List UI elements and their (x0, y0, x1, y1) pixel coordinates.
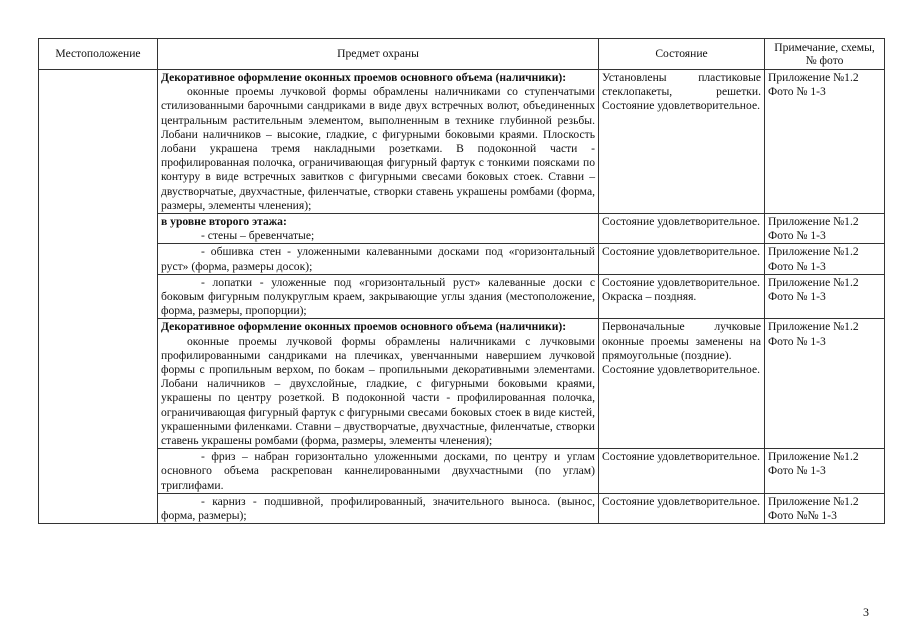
note-cell (765, 449, 885, 494)
subject-cell (158, 70, 599, 214)
subject-cell (158, 493, 599, 523)
row-text: оконные проемы лучковой формы обрамлены наличниками со ступенчатыми стилизованными барочными сандриками в виде двух встречных волют, объединенных центральным растительным элементом, выполненным в технике глубинной резьбы. Лобани наличников – высокие, гладкие, с фигурными боковыми краями. Плоскость лобани украшена тремя накладными розетками. В подоконной части - профилированная полочка, ограничивающая фигурный фартук с тонкими поясками по контуру в виде встречных завитков с фигурными свесами боковых стоек. Ставни – двустворчатые, двухчастные, филенчатые, створки ставень украшены ромбами (форма, размеры, элементы членения); (161, 85, 595, 212)
state-text: Состояние удовлетворительное. (602, 275, 760, 289)
page-number: 3 (863, 605, 869, 619)
row-text: - обшивка стен - уложенными калеванными досками под «горизонтальный руст» (форма, размеры досок); (161, 245, 595, 273)
note-photo: Фото № 1-3 (768, 259, 826, 273)
protection-table (38, 38, 885, 524)
state-cell (599, 493, 765, 523)
note-appendix: Приложение №1.2 (768, 275, 859, 289)
note-photo: Фото № 1-3 (768, 229, 826, 243)
row-title: Декоративное оформление оконных проемов основного объема (наличники): (161, 71, 567, 84)
subject-cell (158, 319, 599, 449)
note-photo: Фото № 1-3 (768, 85, 826, 99)
header-state: Состояние (599, 39, 765, 70)
subject-cell (158, 274, 599, 319)
note-appendix: Приложение №1.2 (768, 320, 859, 334)
note-cell (765, 274, 885, 319)
table-row (39, 244, 885, 274)
note-cell (765, 244, 885, 274)
header-location: Местоположение (39, 39, 158, 70)
note-photo: Фото № 1-3 (768, 334, 826, 348)
note-cell (765, 319, 885, 449)
state-text: Состояние удовлетворительное. (602, 494, 760, 508)
subject-cell (158, 214, 599, 244)
note-photo: Фото № 1-3 (768, 290, 826, 304)
note-photo: Фото №№ 1-3 (768, 509, 837, 523)
note-cell (765, 493, 885, 523)
subject-cell (158, 449, 599, 494)
row-title: в уровне второго этажа: (161, 215, 287, 229)
state-cell (599, 70, 765, 214)
subject-cell (158, 244, 599, 274)
state-text: Первоначальные лучковые оконные проемы заменены на прямоугольные (поздние). (602, 320, 761, 362)
row-text: - лопатки - уложенные под «горизонтальный руст» калеванные доски с боковым фигурным полукруглым краем, закрывающие углы здания (местоположение, форма, размеры, пропорции); (161, 275, 595, 318)
table-row (39, 449, 885, 494)
table-row (39, 70, 885, 214)
state-text: Состояние удовлетворительное. (602, 215, 760, 229)
row-text: оконные проемы лучковой формы обрамлены наличниками с лучковыми профилированными сандриками на плечиках, увенчанными навершием лучковой формы с пропильным верхом, по бокам – пропильными декоративными элементами. Лобани наличников – двухслойные, гладкие, с фигурными боковыми краями, украшены по центру розеткой. В подоконной части - профилированная полочка, ограничивающая фигурный фартук с фигурными свесами боковых стоек в виде кистей, украшенными филенками. Ставни – двустворчатые, двухчастные, филенчатые, створки ставень украшены ромбами (форма, размеры, элементы членения); (161, 334, 595, 448)
note-appendix: Приложение №1.2 (768, 494, 859, 508)
row-text: - стены – бревенчатые; (201, 229, 315, 243)
row-title: Декоративное оформление оконных проемов основного объема (наличники): (161, 320, 567, 334)
note-cell (765, 70, 885, 214)
table-header-row (39, 39, 885, 70)
table-row (39, 274, 885, 319)
location-cell (39, 70, 158, 524)
state-text: Состояние удовлетворительное. (602, 245, 760, 259)
note-appendix: Приложение №1.2 (768, 71, 859, 84)
header-subject: Предмет охраны (158, 39, 599, 70)
state-text-extra: Состояние удовлетворительное. (602, 363, 760, 377)
note-appendix: Приложение №1.2 (768, 245, 859, 259)
state-cell (599, 449, 765, 494)
state-text: Состояние удовлетворительное. (602, 450, 760, 464)
table-row (39, 319, 885, 449)
state-cell (599, 214, 765, 244)
header-note: Примечание, схемы, № фото (765, 39, 885, 70)
row-text: - фриз – набран горизонтально уложенными досками, по центру и углам основного объема раскрепован каннелированными двухчастными (по углам) триглифами. (161, 450, 595, 492)
note-appendix: Приложение №1.2 (768, 450, 859, 464)
note-photo: Фото № 1-3 (768, 464, 826, 478)
table-row (39, 214, 885, 244)
state-cell (599, 274, 765, 319)
note-cell (765, 214, 885, 244)
row-text: - карниз - подшивной, профилированный, значительного выноса. (вынос, форма, размеры); (161, 494, 595, 523)
state-text-extra: Окраска – поздняя. (602, 290, 697, 304)
note-appendix: Приложение №1.2 (768, 215, 859, 229)
table-row (39, 493, 885, 523)
state-text: Установлены пластиковые стеклопакеты, решетки. Состояние удовлетворительное. (602, 71, 761, 113)
state-cell (599, 319, 765, 449)
state-cell (599, 244, 765, 274)
